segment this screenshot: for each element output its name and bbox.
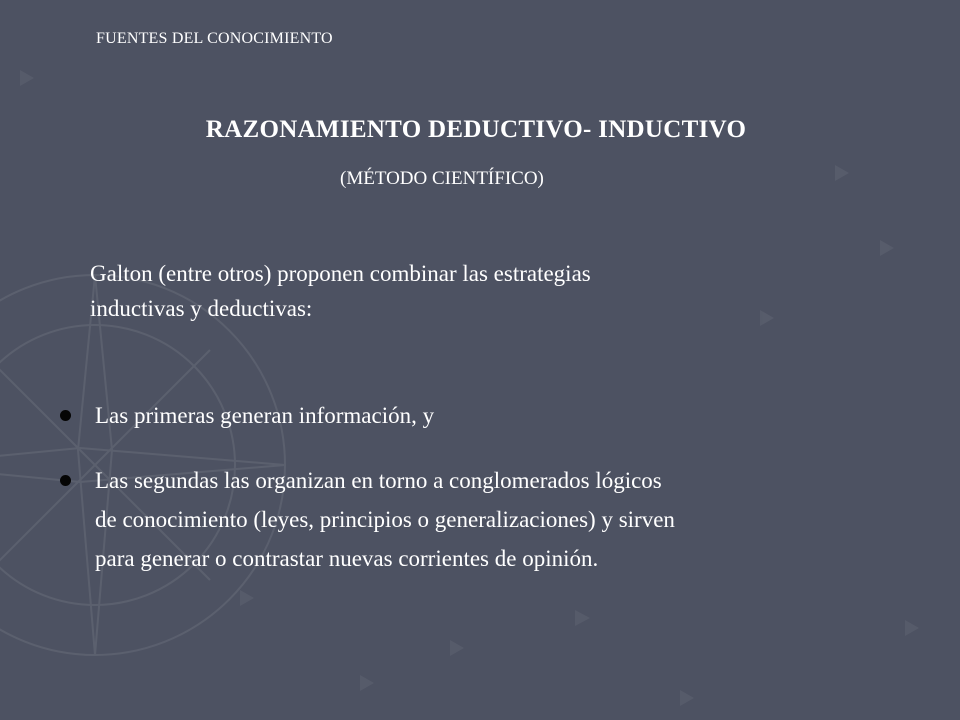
- bullet-line: para generar o contrastar nuevas corrientes de opinión.: [95, 546, 599, 571]
- slide-header: FUENTES DEL CONOCIMIENTO: [96, 30, 333, 47]
- slide-subtitle: (MÉTODO CIENTÍFICO): [340, 168, 544, 189]
- bullet-line: Las segundas las organizan en torno a conglomerados lógicos: [95, 468, 662, 493]
- bullet-line: de conocimiento (leyes, principios o generalizaciones) y sirven: [95, 507, 675, 532]
- intro-paragraph: [90, 256, 850, 326]
- intro-line: Galton (entre otros) proponen combinar las estrategias: [90, 261, 591, 286]
- triangle-pattern: [20, 70, 919, 706]
- bullet-dot-icon: [60, 410, 71, 421]
- bullet-line: Las primeras generan información, y: [95, 403, 435, 428]
- bullet-dot-icon: [60, 475, 71, 486]
- bullet-item-primeras: [56, 396, 916, 435]
- bullet-list: [56, 396, 916, 578]
- bullet-item-segundas: [56, 461, 916, 578]
- slide-title: RAZONAMIENTO DEDUCTIVO- INDUCTIVO: [205, 116, 747, 143]
- intro-line: inductivas y deductivas:: [90, 296, 313, 321]
